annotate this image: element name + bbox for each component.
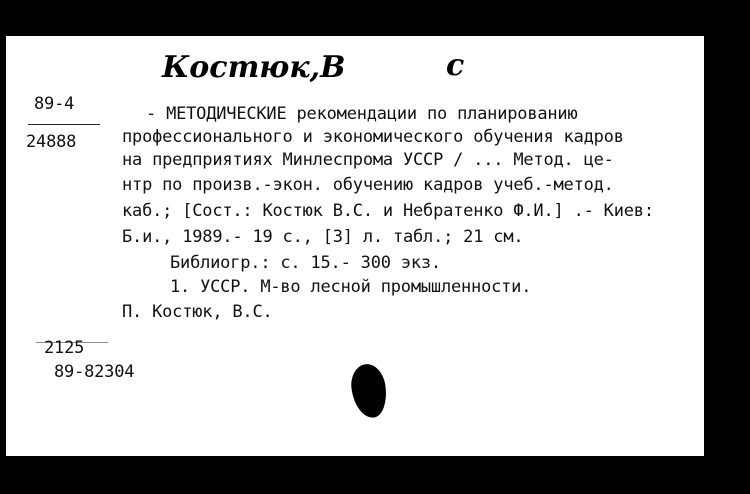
catalog-card — [6, 36, 704, 456]
handwritten-author: Костюк,В — [162, 50, 346, 85]
description-line-4: нтр по произв.-экон. обучению кадров учеб.-метод. — [122, 175, 614, 195]
ink-blot — [348, 362, 389, 420]
description-line-5: каб.; [Сост.: Костюк В.С. и Небратенко Ф.И.] .- Киев: — [122, 201, 654, 221]
handwritten-mark: с — [446, 48, 465, 83]
footer-number-2: 89-82304 — [54, 362, 135, 382]
description-line-1: - МЕТОДИЧЕСКИЕ рекомендации по планированию — [146, 104, 578, 124]
call-number-divider — [28, 124, 100, 125]
description-line-2: профессионального и экономического обучения кадров — [122, 127, 624, 147]
footer-number-1: 2125 — [44, 338, 85, 358]
call-number-top: 89-4 — [34, 94, 75, 114]
description-line-3: на предприятиях Минлеспрома УССР / ... Метод. це- — [122, 150, 614, 170]
note-added-entry: П. Костюк, В.С. — [122, 302, 273, 322]
call-number-bottom: 24888 — [26, 132, 77, 152]
description-line-6: Б.и., 1989.- 19 с., [3] л. табл.; 21 см. — [122, 227, 524, 247]
note-subject: 1. УССР. М-во лесной промышленности. — [170, 277, 532, 297]
note-bibliography: Библиогр.: с. 15.- 300 экз. — [170, 253, 441, 273]
